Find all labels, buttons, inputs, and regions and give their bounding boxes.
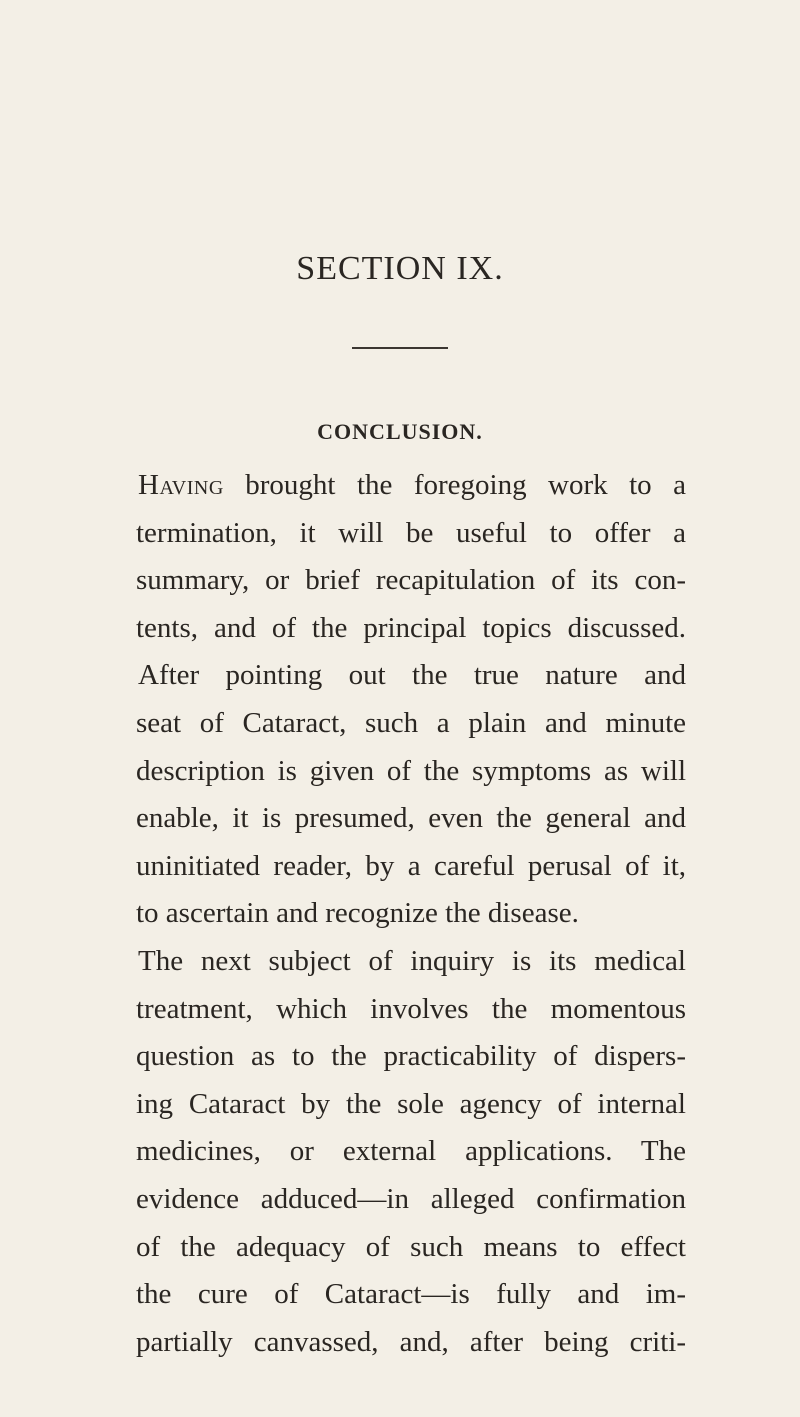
- body-paragraphs: [136, 462, 686, 1366]
- opening-word: Having: [138, 469, 224, 501]
- text-line: The next subject of inquiry is its medical: [138, 944, 686, 977]
- text-line: description is given of the symptoms as will: [136, 754, 686, 787]
- text-line: tents, and of the principal topics discussed.: [136, 611, 686, 644]
- text-line: summary, or brief recapitulation of its con-: [136, 564, 686, 597]
- text-line: [136, 462, 686, 510]
- text-line: seat of Cataract, such a plain and minute: [136, 706, 686, 739]
- text-line: to ascertain and recognize the disease.: [136, 897, 579, 930]
- text-line: question as to the practicability of dispers-: [136, 1040, 686, 1073]
- text-line: After pointing out the true nature and: [138, 659, 686, 692]
- text-line: uninitiated reader, by a careful perusal of it,: [136, 849, 686, 882]
- text-line: termination, it will be useful to offer a: [136, 516, 686, 549]
- text-line: partially canvassed, and, after being criti-: [136, 1325, 686, 1358]
- text-line: enable, it is presumed, even the general and: [136, 802, 686, 835]
- section-heading: SECTION IX.: [296, 250, 504, 287]
- text-line-rest: brought the foregoing work to a: [223, 469, 686, 501]
- chapter-subtitle: CONCLUSION.: [317, 419, 483, 444]
- text-line: of the adequacy of such means to effect: [136, 1230, 686, 1263]
- text-line: the cure of Cataract—is fully and im-: [136, 1278, 686, 1311]
- text-line: ing Cataract by the sole agency of internal: [136, 1087, 686, 1120]
- text-line: treatment, which involves the momentous: [136, 992, 686, 1025]
- text-line: medicines, or external applications. The: [136, 1135, 686, 1168]
- section-divider-rule: [352, 347, 448, 349]
- text-line: evidence adduced—in alleged confirmation: [136, 1182, 686, 1215]
